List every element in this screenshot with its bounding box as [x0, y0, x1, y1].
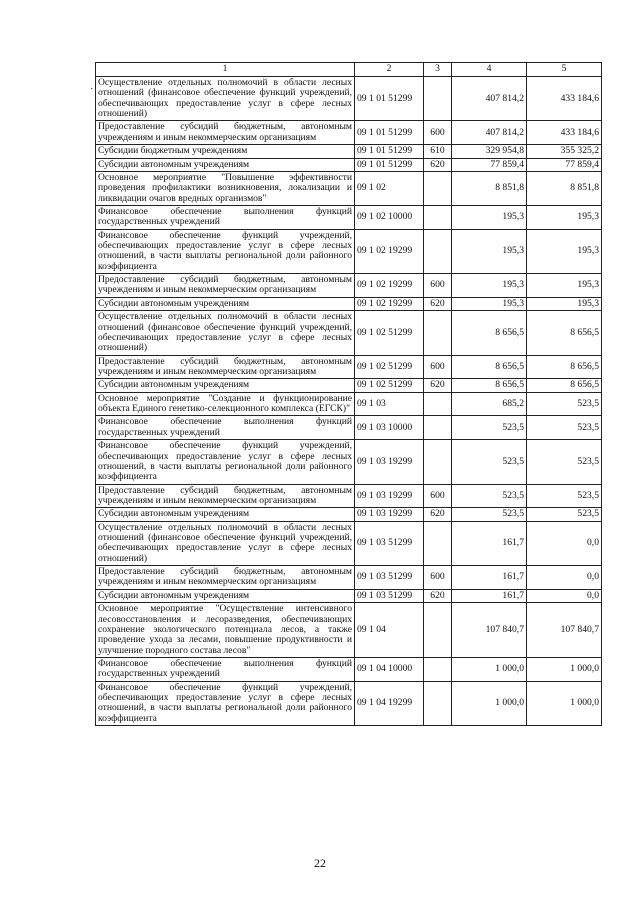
row-code-cell: 09 1 03 10000 [355, 416, 424, 440]
table-row [96, 681, 602, 725]
row-amount-col5-cell: 195,3 [527, 297, 602, 310]
row-name-cell: Осуществление отдельных полномочий в области лесных отношений (финансовое обеспечение функций учреждений, обеспечивающих предоставление услуг в сфере лесных отношений) [96, 311, 355, 355]
page-number: 22 [314, 856, 326, 870]
row-amount-col5-cell: 8 656,5 [527, 311, 602, 355]
row-amount-col5-cell: 8 656,5 [527, 355, 602, 379]
row-code-cell: 09 1 04 10000 [355, 657, 424, 681]
row-name-cell: Субсидии автономным учреждениям [96, 379, 355, 392]
table-row [96, 205, 602, 229]
row-amount-col4-cell: 195,3 [452, 297, 527, 310]
row-code-cell: 09 1 02 51299 [355, 311, 424, 355]
row-name-cell: Субсидии бюджетным учреждениям [96, 145, 355, 158]
row-amount-col5-cell: 107 840,7 [527, 603, 602, 658]
row-expense-type-cell: 600 [424, 484, 452, 508]
budget-table [95, 62, 602, 726]
row-expense-type-cell: 600 [424, 274, 452, 298]
table-row [96, 392, 602, 416]
header-cell: 2 [355, 63, 424, 77]
table-row [96, 603, 602, 658]
row-amount-col4-cell: 523,5 [452, 484, 527, 508]
row-amount-col5-cell: 195,3 [527, 229, 602, 273]
row-amount-col5-cell: 195,3 [527, 205, 602, 229]
table-row [96, 657, 602, 681]
table-row [96, 508, 602, 521]
table-row [96, 566, 602, 590]
row-expense-type-cell [424, 171, 452, 205]
row-amount-col5-cell: 355 325,2 [527, 145, 602, 158]
row-amount-col4-cell: 1 000,0 [452, 681, 527, 725]
header-cell: 5 [527, 63, 602, 77]
row-expense-type-cell: 620 [424, 379, 452, 392]
row-amount-col4-cell: 523,5 [452, 508, 527, 521]
row-name-cell: Финансовое обеспечение выполнения функций государственных учреждений [96, 205, 355, 229]
row-name-cell: Предоставление субсидий бюджетным, автономным учреждениям и иным некоммерческим организациям [96, 566, 355, 590]
row-name-cell: Предоставление субсидий бюджетным, автономным учреждениям и иным некоммерческим организациям [96, 484, 355, 508]
row-expense-type-cell [424, 681, 452, 725]
row-amount-col4-cell: 195,3 [452, 205, 527, 229]
row-amount-col4-cell: 407 814,2 [452, 77, 527, 121]
row-name-cell: Субсидии автономным учреждениям [96, 297, 355, 310]
row-name-cell: Финансовое обеспечение функций учреждений, обеспечивающих предоставление услуг в сфере лесных отношений, в части выплаты региональной доли районного коэффициента [96, 681, 355, 725]
row-code-cell: 09 1 03 51299 [355, 521, 424, 565]
row-expense-type-cell [424, 77, 452, 121]
row-name-cell: Финансовое обеспечение выполнения функций государственных учреждений [96, 416, 355, 440]
row-name-cell: Субсидии автономным учреждениям [96, 508, 355, 521]
header-row [96, 63, 602, 77]
row-name-cell: Основное мероприятие "Повышение эффективности проведения профилактики возникновения, локализации и ликвидации очагов вредных организмов" [96, 171, 355, 205]
row-code-cell: 09 1 03 [355, 392, 424, 416]
row-code-cell: 09 1 01 51299 [355, 77, 424, 121]
table-row [96, 77, 602, 121]
row-expense-type-cell: 620 [424, 589, 452, 602]
row-code-cell: 09 1 02 19299 [355, 274, 424, 298]
table-row [96, 416, 602, 440]
row-expense-type-cell [424, 521, 452, 565]
row-amount-col4-cell: 161,7 [452, 521, 527, 565]
row-amount-col5-cell: 523,5 [527, 416, 602, 440]
row-name-cell: Предоставление субсидий бюджетным, автономным учреждениям и иным некоммерческим организациям [96, 355, 355, 379]
budget-table-sheet [95, 62, 601, 726]
row-amount-col4-cell: 8 656,5 [452, 355, 527, 379]
row-amount-col4-cell: 8 851,8 [452, 171, 527, 205]
row-code-cell: 09 1 03 19299 [355, 440, 424, 484]
row-amount-col4-cell: 407 814,2 [452, 121, 527, 145]
row-code-cell: 09 1 02 19299 [355, 229, 424, 273]
row-name-cell: Финансовое обеспечение функций учреждений, обеспечивающих предоставление услуг в сфере лесных отношений, в части выплаты региональной доли районного коэффициента [96, 229, 355, 273]
row-amount-col4-cell: 8 656,5 [452, 379, 527, 392]
row-amount-col4-cell: 161,7 [452, 589, 527, 602]
row-code-cell: 09 1 01 51299 [355, 121, 424, 145]
row-amount-col5-cell: 523,5 [527, 392, 602, 416]
row-expense-type-cell [424, 657, 452, 681]
row-expense-type-cell [424, 229, 452, 273]
row-code-cell: 09 1 02 19299 [355, 297, 424, 310]
row-name-cell: Осуществление отдельных полномочий в области лесных отношений (финансовое обеспечение функций учреждений, обеспечивающих предоставление услуг в сфере лесных отношений) [96, 77, 355, 121]
row-amount-col5-cell: 433 184,6 [527, 77, 602, 121]
row-amount-col4-cell: 523,5 [452, 440, 527, 484]
row-expense-type-cell [424, 416, 452, 440]
row-name-cell: Основное мероприятие "Осуществление интенсивного лесовосстановления и лесоразведения, обеспечивающих сохранение экологического потенциала лесов, а также проведение ухода за лесами, повышение продуктивности и улучшение породного состава лесов" [96, 603, 355, 658]
row-name-cell: Субсидии автономным учреждениям [96, 589, 355, 602]
row-expense-type-cell: 620 [424, 297, 452, 310]
row-amount-col5-cell: 0,0 [527, 566, 602, 590]
row-expense-type-cell: 600 [424, 566, 452, 590]
row-code-cell: 09 1 02 10000 [355, 205, 424, 229]
row-amount-col4-cell: 77 859,4 [452, 158, 527, 171]
row-amount-col5-cell: 8 656,5 [527, 379, 602, 392]
row-amount-col5-cell: 433 184,6 [527, 121, 602, 145]
table-row [96, 379, 602, 392]
header-cell: 4 [452, 63, 527, 77]
row-name-cell: Финансовое обеспечение выполнения функций государственных учреждений [96, 657, 355, 681]
row-amount-col4-cell: 195,3 [452, 229, 527, 273]
row-amount-col4-cell: 523,5 [452, 416, 527, 440]
row-code-cell: 09 1 01 51299 [355, 158, 424, 171]
row-code-cell: 09 1 03 19299 [355, 508, 424, 521]
row-name-cell: Осуществление отдельных полномочий в области лесных отношений (финансовое обеспечение функций учреждений, обеспечивающих предоставление услуг в сфере лесных отношений) [96, 521, 355, 565]
row-amount-col5-cell: 1 000,0 [527, 681, 602, 725]
table-row [96, 274, 602, 298]
row-name-cell: Основное мероприятие "Создание и функционирование объекта Единого генетико-селекционного комплекса (ЕГСК)" [96, 392, 355, 416]
row-amount-col5-cell: 523,5 [527, 508, 602, 521]
table-row [96, 145, 602, 158]
row-expense-type-cell [424, 311, 452, 355]
row-expense-type-cell [424, 392, 452, 416]
row-expense-type-cell: 600 [424, 121, 452, 145]
row-amount-col5-cell: 523,5 [527, 484, 602, 508]
row-name-cell: Предоставление субсидий бюджетным, автономным учреждениям и иным некоммерческим организациям [96, 274, 355, 298]
table-row [96, 311, 602, 355]
table-row [96, 229, 602, 273]
row-amount-col4-cell: 107 840,7 [452, 603, 527, 658]
row-code-cell: 09 1 03 51299 [355, 566, 424, 590]
row-expense-type-cell: 620 [424, 508, 452, 521]
row-code-cell: 09 1 02 51299 [355, 379, 424, 392]
row-amount-col5-cell: 523,5 [527, 440, 602, 484]
table-row [96, 355, 602, 379]
table-row [96, 158, 602, 171]
row-expense-type-cell: 610 [424, 145, 452, 158]
row-code-cell: 09 1 04 [355, 603, 424, 658]
table-row [96, 121, 602, 145]
row-amount-col4-cell: 1 000,0 [452, 657, 527, 681]
row-code-cell: 09 1 01 51299 [355, 145, 424, 158]
row-expense-type-cell: 620 [424, 158, 452, 171]
row-amount-col5-cell: 77 859,4 [527, 158, 602, 171]
table-row [96, 440, 602, 484]
row-code-cell: 09 1 02 [355, 171, 424, 205]
row-amount-col4-cell: 329 954,8 [452, 145, 527, 158]
row-name-cell: Субсидии автономным учреждениям [96, 158, 355, 171]
table-row [96, 589, 602, 602]
row-amount-col5-cell: 8 851,8 [527, 171, 602, 205]
table-row [96, 171, 602, 205]
row-amount-col4-cell: 195,3 [452, 274, 527, 298]
row-amount-col4-cell: 685,2 [452, 392, 527, 416]
row-amount-col4-cell: 161,7 [452, 566, 527, 590]
header-cell: 1 [96, 63, 355, 77]
row-code-cell: 09 1 02 51299 [355, 355, 424, 379]
row-expense-type-cell [424, 440, 452, 484]
margin-mark: · [90, 84, 94, 95]
row-code-cell: 09 1 03 19299 [355, 484, 424, 508]
row-name-cell: Финансовое обеспечение функций учреждений, обеспечивающих предоставление услуг в сфере лесных отношений, в части выплаты региональной доли районного коэффициента [96, 440, 355, 484]
table-row [96, 521, 602, 565]
table-row [96, 484, 602, 508]
table-row [96, 297, 602, 310]
row-amount-col5-cell: 0,0 [527, 589, 602, 602]
row-expense-type-cell [424, 205, 452, 229]
row-amount-col5-cell: 195,3 [527, 274, 602, 298]
row-name-cell: Предоставление субсидий бюджетным, автономным учреждениям и иным некоммерческим организациям [96, 121, 355, 145]
row-amount-col4-cell: 8 656,5 [452, 311, 527, 355]
row-amount-col5-cell: 0,0 [527, 521, 602, 565]
row-code-cell: 09 1 04 19299 [355, 681, 424, 725]
row-code-cell: 09 1 03 51299 [355, 589, 424, 602]
row-expense-type-cell: 600 [424, 355, 452, 379]
row-amount-col5-cell: 1 000,0 [527, 657, 602, 681]
header-cell: 3 [424, 63, 452, 77]
row-expense-type-cell [424, 603, 452, 658]
